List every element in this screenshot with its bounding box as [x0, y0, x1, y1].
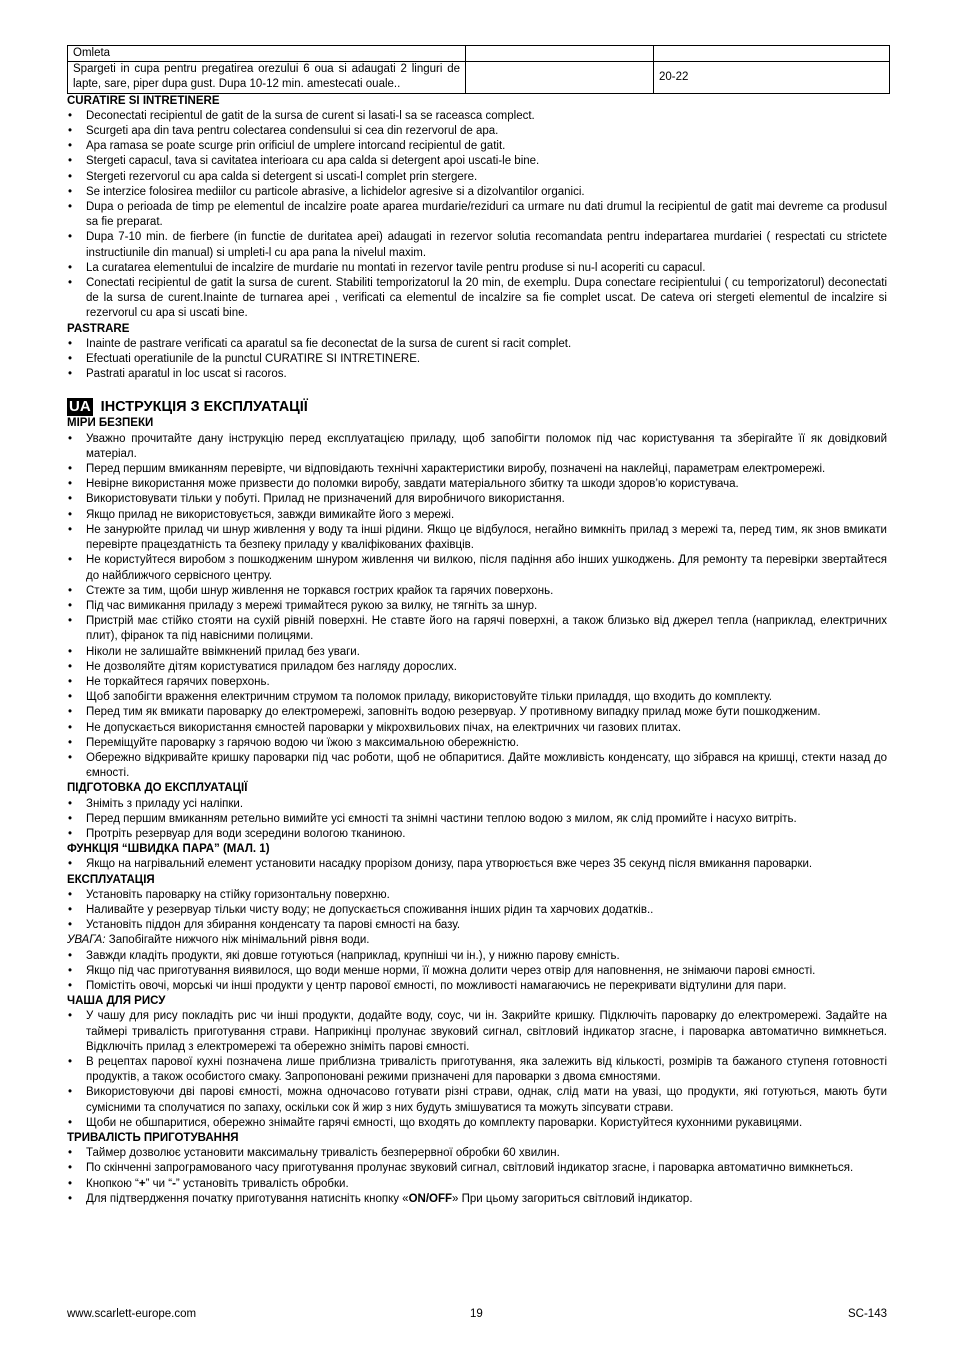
list-item: • Не дозволяйте дітям користуватися приладом без нагляду дорослих. [67, 660, 887, 675]
website-link[interactable]: www.scarlett-europe.com [67, 1308, 197, 1320]
table-cell [466, 62, 654, 93]
list-item: • В рецептах паровoї кухні позначена лише приблизна тривалість приготування, яка залежить від кількості, розмірів та бажаного ступеня готовності продуктів, а також особистого смаку. Запропоновані режими призначені для пароварки з двома ємностями. [67, 1055, 887, 1085]
list-item: • Pastrati aparatul in loc uscat si racoros. [67, 367, 887, 382]
list-item: • Ніколи не залишайте ввімкнений прилад без уваги. [67, 645, 887, 660]
table-cell [654, 46, 890, 62]
list-item: • Deconectati recipientul de gatit de la sursa de curent si lasati-l sa se raceasca complect. [67, 109, 887, 124]
list-item: • Якщо на нагрівальний елемент установити насадку прорізом донизу, пара утворюється вже через 35 секунд після вмикання пароварки. [67, 857, 887, 872]
list-item: • Не користуйтеся виробом з пошкодженим шнуром живлення чи вилкою, після падіння або інших ушкоджень. Для ремонту та перевірки звертайтеся до найближчого сервісного центру. [67, 553, 887, 583]
warning-note [67, 933, 887, 948]
recipe-table [67, 45, 890, 94]
list-item: • Установіть пароварку на стійку горизонтальну поверхню. [67, 888, 887, 903]
section-heading: CURATIRE SI INTRETINERE [67, 94, 220, 107]
page-footer [67, 1307, 887, 1323]
list-item: • Стежте за тим, щоби шнур живлення не торкався гострих крайок та гарячих поверхонь. [67, 584, 887, 599]
language-badge: UA [69, 398, 91, 416]
warning-label: УВАГА: [67, 934, 106, 947]
list-item: • Під час вимикання приладу з мережі тримайтеся рукою за вилку, не тягніть за шнур. [67, 599, 887, 614]
onoff-key-label: ON/OFF [408, 1192, 453, 1205]
bullet-list [67, 337, 887, 383]
list-item: • Таймер дозволює установити максимальну тривалість безперервної обробки 60 хвилин. [67, 1146, 887, 1161]
list-item: • Завжди кладіть продукти, які довше готуються (наприклад, крупніші чи ін.), у нижню парову ємність. [67, 949, 887, 964]
table-row [68, 62, 890, 93]
table-cell [466, 46, 654, 62]
list-item: • Невірне використання може призвести до поломки виробу, завдати матеріального збитку та шкоди здоров’ю користувача. [67, 477, 887, 492]
list-item: • Dupa o perioada de timp pe elementul de incalzire poate aparea murdarie/reziduri ca urmare nu dati drumul la recipientul de gatit mai devreme ca produsul sa fie preparat. [67, 200, 887, 230]
text-fragment: ” установіть тривалість обробки. [175, 1177, 349, 1190]
page-number: 19 [470, 1308, 483, 1320]
list-item: • Перед першим вмиканням перевірте, чи відповідають технічні характеристики виробу, позначені на наклейці, параметрам електромережі. [67, 462, 887, 477]
table-cell: 20-22 [654, 62, 890, 93]
list-item: • Apa ramasa se poate scurge prin orificiul de umplere intorcand recipientul de gatit. [67, 139, 887, 154]
list-item: • Не торкайтеся гарячих поверхонь. [67, 675, 887, 690]
plus-key-label: + [138, 1177, 146, 1190]
section-heading: ПІДГОТОВКА ДО ЕКСПЛУАТАЦІЇ [67, 782, 248, 795]
list-item: • Уважно прочитайте дану інструкцію перед експлуатацією приладу, щоб запобігти поломок під час користування та зберігайте її як довідковий матеріал. [67, 432, 887, 462]
text-fragment: Кнопкою “ [86, 1177, 139, 1190]
list-item [67, 1192, 887, 1207]
document-title: ІНСТРУКЦІЯ З ЕКСПЛУАТАЦІЇ [100, 399, 308, 416]
table-row [68, 46, 890, 62]
minus-key-label: - [172, 1177, 176, 1190]
list-item: • Scurgeti apa din tava pentru colectarea condensului si cea din rezervorul de apa. [67, 124, 887, 139]
list-item: • Використовувати тільки у побуті. Прилад не призначений для виробничого використання. [67, 492, 887, 507]
bullet-list [67, 1146, 887, 1207]
list-item: • Якщо прилад не використовується, завжди вимикайте його з мережі. [67, 508, 887, 523]
page-content [67, 45, 887, 1207]
list-item: • Обережно відкривайте кришку пароварки під час роботи, щоб не обпаритися. Дайте можливість конденсату, що зібрався на кришці, стекти назад до ємності. [67, 751, 887, 781]
list-item: • Зніміть з приладу усі наліпки. [67, 797, 887, 812]
text-fragment: » При цьому загориться світловий індикатор. [452, 1192, 693, 1205]
bullet-list [67, 109, 887, 322]
list-item: • Пристрій має стійко стояти на сухій рівній поверхні. Не ставте його на гарячі поверхні, а також близько від джерел тепла (наприклад, електричних плит), фіранок та під навісними полицями. [67, 614, 887, 644]
list-item: • Не занурюйте прилад чи шнур живлення у воду та інші рідини. Якщо це відбулося, негайно вимкніть прилад з мережі та, перед тим, як знов вмикати перевірте працездатність та безпеку приладу у кваліфікованих фахівців. [67, 523, 887, 553]
section-heading: ФУНКЦІЯ “ШВИДКА ПАРА” (МАЛ. 1) [67, 843, 270, 856]
section-heading: PASTRARE [67, 322, 130, 335]
list-item: • Dupa 7-10 min. de fierbere (in functie de duritatea apei) adaugati in rezervor solutia recomandata pentru indepartarea murdariei ( respectati cu strictete instructiunile din manual) si umpleti-l cu apa pana la nivelul maxim. [67, 230, 887, 260]
model-number: SC-143 [848, 1308, 887, 1320]
list-item: • La curatarea elementului de incalzire de murdarie nu montati in rezervor tavile pentru produse si nu-l acoperiti cu capacul. [67, 261, 887, 276]
list-item: • Переміщуйте пароварку з гарячою водою чи їжою з максимальною обережністю. [67, 736, 887, 751]
list-item: • У чашу для рису покладіть рис чи інші продукти, додайте воду, соус, чи ін. Закрийте кришку. Підключіть пароварку до електромережі. Задайте на таймері тривалість приготування страви. Наприкінці пролунає звуковий сигнал, світловий індикатор згасне, і пароварка автоматично вимкнеться. Відключіть прилад з електромережі та обережно зніміть парові ємності. [67, 1009, 887, 1055]
bullet-list [67, 857, 887, 872]
section-heading: ТРИВАЛІСТЬ ПРИГОТУВАННЯ [67, 1132, 239, 1145]
bullet-list [67, 888, 887, 934]
list-item: • Efectuati operatiunile de la punctul CURATIRE SI INTRETINERE. [67, 352, 887, 367]
language-heading [67, 398, 887, 416]
list-item: • Помістіть овочі, морські чи інші продукти у центр парової ємності, по можливості намагаючись не перекривати відтулини для пари. [67, 979, 887, 994]
section-heading: МІРИ БЕЗПЕКИ [67, 417, 154, 430]
table-cell: Spargeti in cupa pentru pregatirea orezului 6 oua si adaugati 2 linguri de lapte, sare, piper dupa gust. Dupa 10-12 min. amestecati ouale.. [68, 62, 466, 93]
warning-text: Запобігайте нижчого ніж мінімальний рівня води. [105, 934, 370, 947]
list-item: • Stergeti rezervorul cu apa calda si detergent si uscati-l complet prin stergere. [67, 170, 887, 185]
table-cell: Omleta [68, 46, 466, 62]
list-item: • Протріть резервуар для води зсередини вологою тканиною. [67, 827, 887, 842]
list-item: • Перед тим як вмикати пароварку до електромережі, заповніть водою резервуар. У противному випадку прилад може бути пошкодженим. [67, 705, 887, 720]
list-item: • Використовуючи дві парові ємності, можна одночасово готувати різні страви, однак, слід мати на увазі, що продукти, які готуються, мають бути сумісними та сполучатися по запаху, оскільки сок й жир з них будуть змішуватися та можуть зіпсувати страви. [67, 1085, 887, 1115]
section-heading: ЕКСПЛУАТАЦІЯ [67, 873, 155, 886]
bullet-list [67, 432, 887, 782]
list-item: • Не допускається використання ємностей пароварки у мікрохвильових пічах, на електричних чи газових плитах. [67, 721, 887, 736]
bullet-list [67, 949, 887, 995]
section-heading: ЧАША ДЛЯ РИСУ [67, 995, 166, 1008]
list-item: • Stergeti capacul, tava si cavitatea interioara cu apa calda si detergent apoi uscati-le bine. [67, 154, 887, 169]
bullet-list [67, 797, 887, 843]
list-item: • Conectati recipientul de gatit la sursa de curent. Stabiliti temporizatorul la 20 min, de exemplu. Dupa conectare recipientului ( cu temporizatorul) deconectati de la sursa de curent.Inainte de turnarea apei , verificati ca elementul de incalzire sa fie complet uscat. De cateva ori stergeti elementul de incalzire si rezervorul cu apa si uscati bine. [67, 276, 887, 322]
list-item: • Щоб запобігти враження електричним струмом та поломок приладу, використовуйте тільки приладдя, що входить до комплекту. [67, 690, 887, 705]
text-fragment: Для підтвердження початку приготування натисніть кнопку « [86, 1192, 409, 1205]
list-item: • Наливайте у резервуар тільки чисту воду; не допускається споживання інших рідин та харчових додатків.. [67, 903, 887, 918]
list-item: • Перед першим вмиканням ретельно вимийте усі ємності та знімні частини теплою водою з милом, як слід промийте і насухо витріть. [67, 812, 887, 827]
list-item: • Якщо під час приготування виявилося, що води менше норми, її можна долити через отвір для наповнення, не знімаючи парові ємності. [67, 964, 887, 979]
bullet-list [67, 1009, 887, 1131]
list-item: • Se interzice folosirea mediilor cu particole abrasive, a lichidelor agresive si a dizolvantilor organici. [67, 185, 887, 200]
list-item: • По скінченні запрограмованого часу приготування пролунає звуковий сигнал, світловий індикатор згасне, і пароварка автоматично вимкнеться. [67, 1161, 887, 1176]
text-fragment: ” чи “ [145, 1177, 173, 1190]
list-item [67, 1177, 887, 1192]
list-item: • Щоби не обшпаритися, обережно знімайте гарячі ємності, що входять до комплекту пароварки. Користуйтеся кухонними рукавицями. [67, 1116, 887, 1131]
list-item: • Установіть піддон для збирання конденсату та парові ємності на базу. [67, 918, 887, 933]
list-item: • Inainte de pastrare verificati ca aparatul sa fie deconectat de la sursa de curent si racit complet. [67, 337, 887, 352]
